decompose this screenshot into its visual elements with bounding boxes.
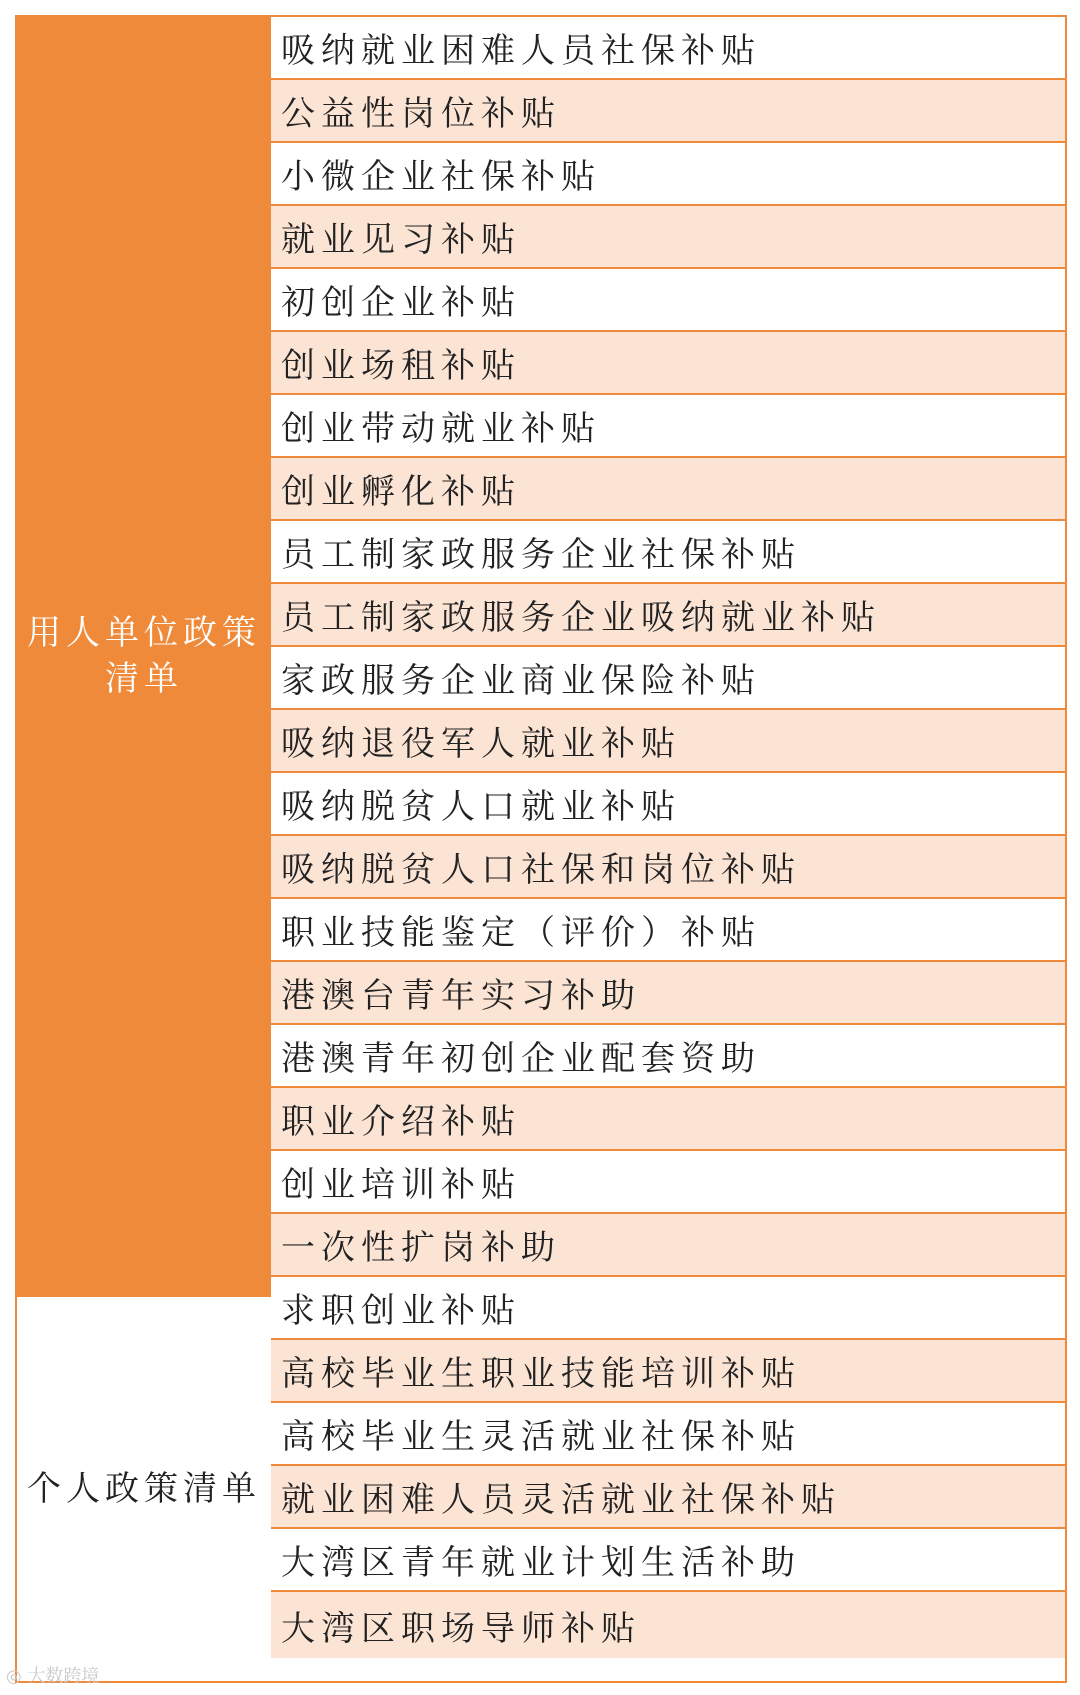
table-row: 一次性扩岗补助 <box>271 1214 1065 1277</box>
section-individual-policies <box>17 1295 271 1681</box>
watermark-icon: ◎ <box>6 1666 28 1687</box>
table-row: 高校毕业生职业技能培训补贴 <box>271 1340 1065 1403</box>
table-row: 创业场租补贴 <box>271 332 1065 395</box>
table-row: 吸纳退役军人就业补贴 <box>271 710 1065 773</box>
table-row: 员工制家政服务企业吸纳就业补贴 <box>271 584 1065 647</box>
table-row: 大湾区职场导师补贴 <box>271 1592 1065 1658</box>
table-row: 求职创业补贴 <box>271 1277 1065 1340</box>
table-row: 员工制家政服务企业社保补贴 <box>271 521 1065 584</box>
section-label <box>27 1466 261 1512</box>
section-label-line2: 清单 <box>105 659 183 699</box>
table-row: 创业孵化补贴 <box>271 458 1065 521</box>
policy-table <box>15 15 1067 1683</box>
table-row: 吸纳脱贫人口就业补贴 <box>271 773 1065 836</box>
table-row: 初创企业补贴 <box>271 269 1065 332</box>
table-row: 职业介绍补贴 <box>271 1088 1065 1151</box>
table-row: 吸纳就业困难人员社保补贴 <box>271 17 1065 80</box>
watermark-text: 大数跨境 <box>27 1666 100 1687</box>
table-row: 港澳青年初创企业配套资助 <box>271 1025 1065 1088</box>
section-label-line1: 用人单位政策 <box>27 613 261 653</box>
section-employer-policies <box>17 17 271 1295</box>
section-label-line1: 个人政策清单 <box>27 1469 261 1509</box>
watermark <box>6 1662 99 1688</box>
table-row: 就业见习补贴 <box>271 206 1065 269</box>
table-row: 家政服务企业商业保险补贴 <box>271 647 1065 710</box>
table-row: 就业困难人员灵活就业社保补贴 <box>271 1466 1065 1529</box>
table-row: 创业培训补贴 <box>271 1151 1065 1214</box>
table-row: 小微企业社保补贴 <box>271 143 1065 206</box>
table-row: 港澳台青年实习补助 <box>271 962 1065 1025</box>
table-row: 高校毕业生灵活就业社保补贴 <box>271 1403 1065 1466</box>
policy-list <box>271 17 1065 1658</box>
table-row: 公益性岗位补贴 <box>271 80 1065 143</box>
table-row: 吸纳脱贫人口社保和岗位补贴 <box>271 836 1065 899</box>
table-row: 创业带动就业补贴 <box>271 395 1065 458</box>
table-row: 大湾区青年就业计划生活补助 <box>271 1529 1065 1592</box>
section-label <box>27 610 261 702</box>
table-row: 职业技能鉴定（评价）补贴 <box>271 899 1065 962</box>
